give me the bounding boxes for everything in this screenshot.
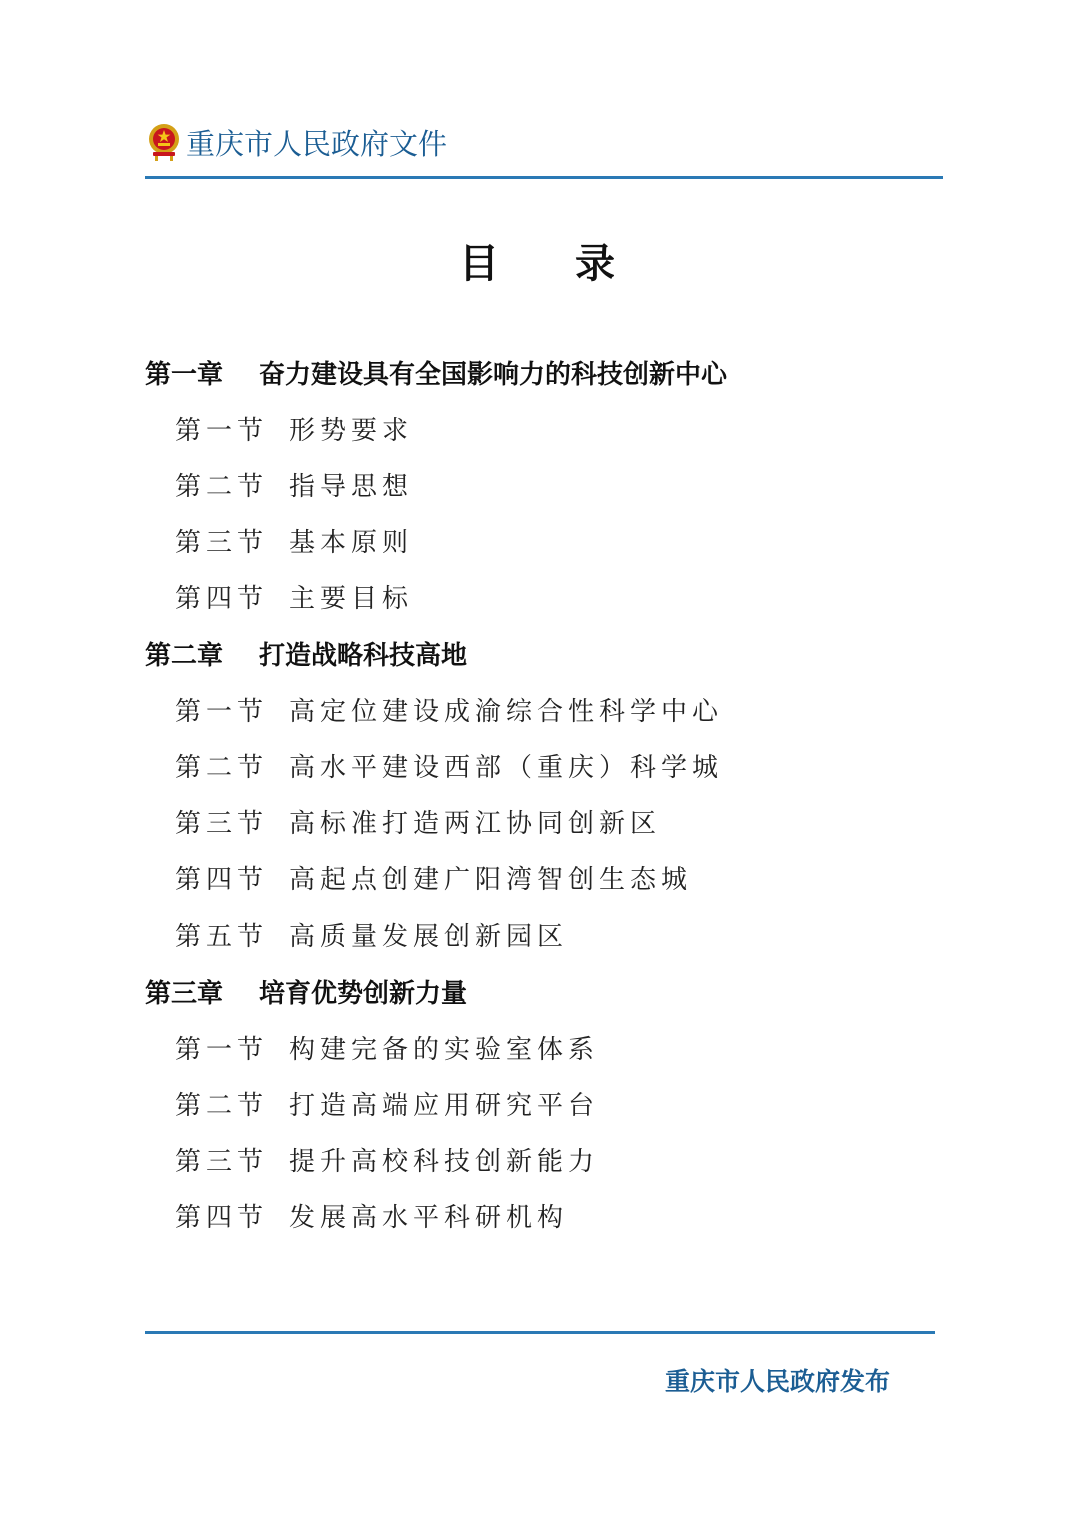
toc-chapter-3[interactable] [145,973,467,1010]
section-number: 第五节 [175,922,269,952]
national-emblem-icon [146,122,182,162]
toc-title-right: 录 [575,240,615,287]
toc-title-left: 目 [459,240,499,287]
section-title: 高质量发展创新园区 [289,922,569,952]
section-number: 第一节 [175,416,269,446]
section-number: 第一节 [175,697,269,727]
section-title: 高定位建设成渝综合性科学中心 [289,697,724,727]
section-number: 第三节 [175,528,269,558]
section-title: 高标准打造两江协同创新区 [289,809,662,839]
toc-chapter-2[interactable] [145,635,467,672]
toc-section-2-2[interactable] [175,747,723,784]
toc-section-3-2[interactable] [175,1085,599,1122]
section-number: 第二节 [175,753,269,783]
chapter-number: 第一章 [145,360,224,390]
section-title: 高水平建设西部（重庆）科学城 [289,753,724,783]
toc-section-2-3[interactable] [175,803,661,840]
section-number: 第二节 [175,1091,269,1121]
toc-chapter-1[interactable] [145,354,727,391]
section-title: 主要目标 [289,584,414,614]
chapter-number: 第三章 [145,979,224,1009]
footer-publisher: 重庆市人民政府发布 [664,1367,890,1396]
chapter-title: 培育优势创新力量 [259,979,468,1009]
toc-section-2-5[interactable] [175,916,568,953]
header-title: 重庆市人民政府文件 [186,126,448,161]
toc-section-2-1[interactable] [175,691,723,728]
section-number: 第四节 [175,1203,269,1233]
section-number: 第一节 [175,1035,269,1065]
section-number: 第三节 [175,1147,269,1177]
toc-section-2-4[interactable] [175,859,692,896]
section-number: 第二节 [175,472,269,502]
toc-section-1-3[interactable] [175,522,413,559]
section-number: 第四节 [175,584,269,614]
section-title: 打造高端应用研究平台 [289,1091,600,1121]
document-header [146,118,447,166]
toc-section-3-3[interactable] [175,1141,599,1178]
section-title: 基本原则 [289,528,414,558]
section-title: 构建完备的实验室体系 [289,1035,600,1065]
section-title: 提升高校科技创新能力 [289,1147,600,1177]
section-title: 形势要求 [289,416,414,446]
toc-section-1-1[interactable] [175,410,413,447]
chapter-title: 奋力建设具有全国影响力的科技创新中心 [259,360,728,390]
section-title: 发展高水平科研机构 [289,1203,569,1233]
chapter-title: 打造战略科技高地 [259,641,468,671]
section-title: 高起点创建广阳湾智创生态城 [289,865,693,895]
section-number: 第四节 [175,865,269,895]
toc-section-1-2[interactable] [175,466,413,503]
toc-section-3-4[interactable] [175,1197,568,1234]
section-title: 指导思想 [289,472,414,502]
footer-divider [145,1331,935,1334]
section-number: 第三节 [175,809,269,839]
toc-title [0,232,1074,289]
chapter-number: 第二章 [145,641,224,671]
header-divider [145,176,943,179]
toc-section-3-1[interactable] [175,1029,599,1066]
toc-section-1-4[interactable] [175,578,413,615]
